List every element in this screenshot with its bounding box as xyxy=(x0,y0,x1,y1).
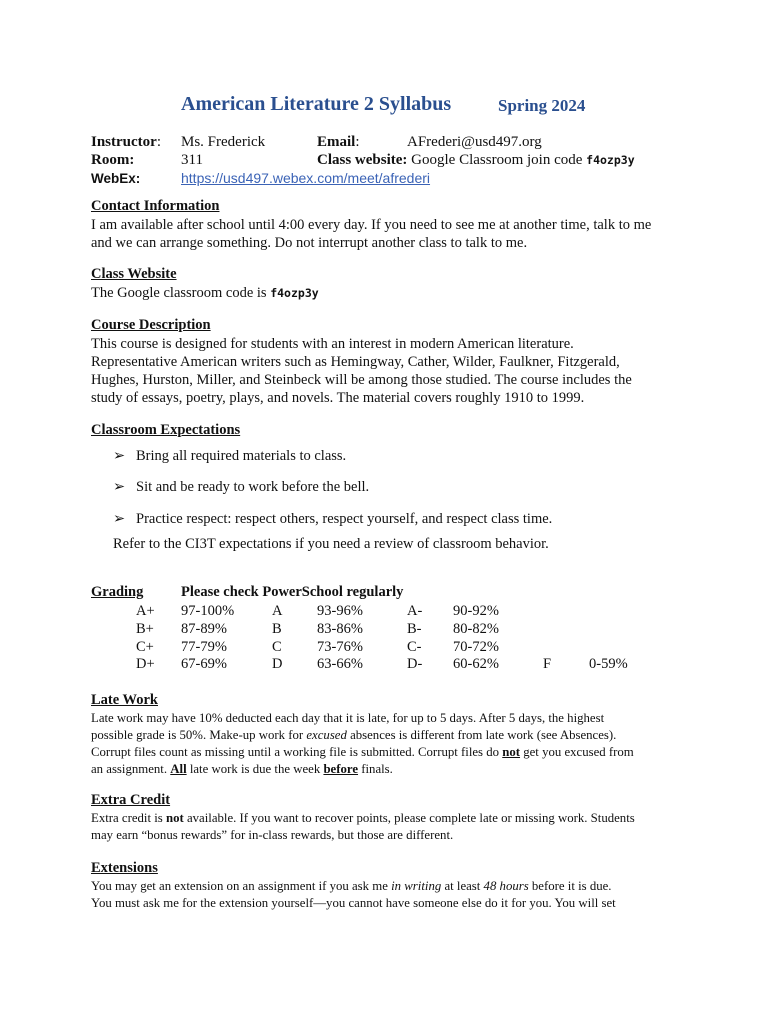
grade-range: 0-59% xyxy=(589,656,628,672)
room-label: Room: xyxy=(91,152,135,168)
arrow-bullet-icon: ➢ xyxy=(113,448,126,464)
grade-range: 70-72% xyxy=(453,639,499,655)
email-label: Email: xyxy=(317,134,360,150)
expectation-item: ➢ Practice respect: respect others, respect yourself, and respect class time. xyxy=(113,511,553,527)
arrow-bullet-icon: ➢ xyxy=(113,511,126,527)
room-number: 311 xyxy=(181,152,203,168)
expectations-note: Refer to the CI3T expectations if you need a review of classroom behavior. xyxy=(113,536,549,552)
classroom-code: f4ozp3y xyxy=(270,286,319,300)
grade-letter: B+ xyxy=(136,621,154,637)
grade-letter: A- xyxy=(407,603,423,619)
late-work-heading: Late Work xyxy=(91,692,158,708)
arrow-bullet-icon: ➢ xyxy=(113,479,126,495)
grade-letter: C xyxy=(272,639,282,655)
grade-letter: F xyxy=(543,656,552,672)
grade-letter: B xyxy=(272,621,282,637)
extra-credit-paragraph: Extra credit is not available. If you want to recover points, please complete late or missing work. Students may earn “bonus rewards” for in-class rewards, but those are different. xyxy=(91,811,635,842)
course-description-paragraph: This course is designed for students with an interest in modern American literature. Representative American writers such as Hemingway, Cather, Wilder, Faulkner, Fitzgerald, Hughes, Hurston, Miller, and Steinbeck will be among those studied. The course includes the study of essays, poetry, plays, and novels. The material covers roughly 1910 to 1999. xyxy=(91,336,632,406)
term-label: Spring 2024 xyxy=(498,96,586,115)
contact-heading: Contact Information xyxy=(91,198,220,214)
grading-subheading: Please check PowerSchool regularly xyxy=(181,584,404,600)
extra-credit-heading: Extra Credit xyxy=(91,792,171,808)
expectations-heading: Classroom Expectations xyxy=(91,422,241,438)
grade-range: 77-79% xyxy=(181,639,227,655)
late-work-paragraph: Late work may have 10% deducted each day that it is late, for up to 5 days. After 5 days, the highest possible grade is 50%. Make-up work for excused absences is different from late work (see Absences). Corrupt files count as missing until a working file is submitted. Corrupt files do not get you excused from an assignment. All late work is due the week before finals. xyxy=(91,711,634,776)
grade-range: 80-82% xyxy=(453,621,499,637)
extensions-paragraph: You may get an extension on an assignment if you ask me in writing at least 48 hours before it is due. You must ask me for the extension yourself—you cannot have someone else do it for you. You will set xyxy=(91,879,616,910)
grade-range: 83-86% xyxy=(317,621,363,637)
grade-range: 60-62% xyxy=(453,656,499,672)
grade-range: 90-92% xyxy=(453,603,499,619)
expectation-item: ➢ Sit and be ready to work before the bell. xyxy=(113,479,370,495)
grade-letter: B- xyxy=(407,621,422,637)
grading-heading: Grading xyxy=(91,584,144,600)
grade-letter: C- xyxy=(407,639,422,655)
email-address: AFrederi@usd497.org xyxy=(407,134,542,150)
grade-letter: D xyxy=(272,656,283,672)
join-code: f4ozp3y xyxy=(586,153,635,167)
grade-letter: D+ xyxy=(136,656,155,672)
class-website-heading: Class Website xyxy=(91,266,177,282)
extensions-heading: Extensions xyxy=(91,860,158,876)
expectation-item: ➢ Bring all required materials to class. xyxy=(113,448,347,464)
grade-range: 87-89% xyxy=(181,621,227,637)
instructor-label: Instructor: xyxy=(91,134,161,150)
class-website-paragraph: The Google classroom code is f4ozp3y xyxy=(91,285,319,301)
webex-label: WebEx: xyxy=(91,171,141,186)
grade-range: 97-100% xyxy=(181,603,235,619)
instructor-name: Ms. Frederick xyxy=(181,134,266,150)
grade-range: 93-96% xyxy=(317,603,363,619)
grade-letter: A xyxy=(272,603,283,619)
grade-range: 67-69% xyxy=(181,656,227,672)
class-website: Class website: Google Classroom join code f4ozp3y xyxy=(317,152,635,168)
course-description-heading: Course Description xyxy=(91,317,211,333)
grade-range: 73-76% xyxy=(317,639,363,655)
grade-range: 63-66% xyxy=(317,656,363,672)
contact-paragraph: I am available after school until 4:00 every day. If you need to see me at another time, talk to me and we can arrange something. Do not interrupt another class to talk to me. xyxy=(91,217,652,251)
grade-letter: A+ xyxy=(136,603,155,619)
grade-letter: C+ xyxy=(136,639,154,655)
page-title: American Literature 2 Syllabus xyxy=(181,93,452,115)
grade-letter: D- xyxy=(407,656,423,672)
webex-link[interactable]: https://usd497.webex.com/meet/afrederi xyxy=(181,170,431,186)
